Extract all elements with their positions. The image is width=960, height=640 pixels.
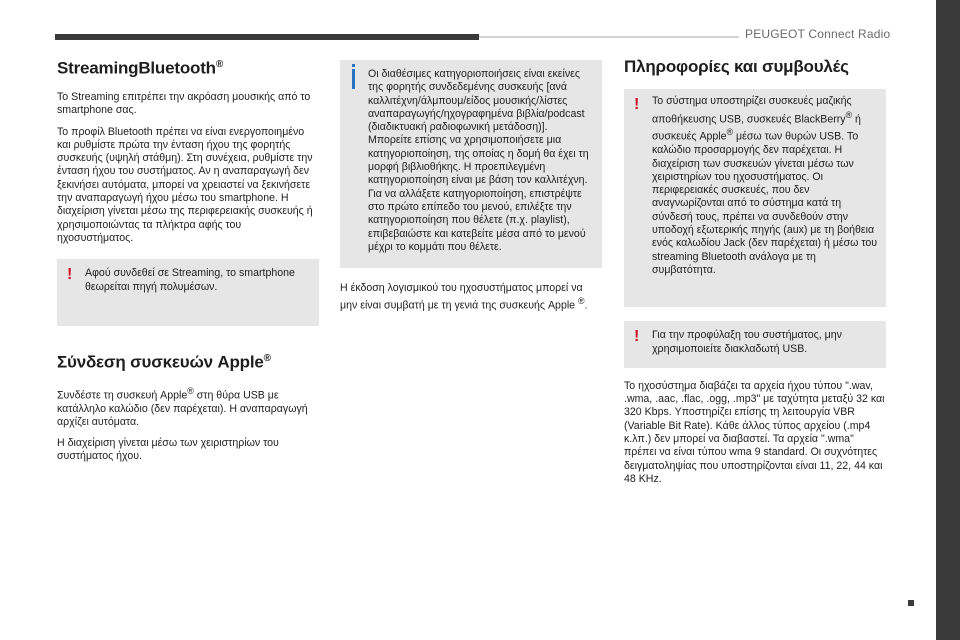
- text-part: μέσω των θυρών USB. Το καλώδιο προσαρμογής δεν παρέχεται. Η διαχείριση των συσκευών γίνεται μέσω των χειριστηρίων του ηχοσυστήματος. Οι περιφερειακές συσκευές, που δεν αναγνωρίζονται από το σύστημα κατά τη σύνδεσή τους, πρέπει να συνδεθούν στην υποδοχή εξωτερικής πηγής (aux) με τη βοήθεια ενός καλωδίου Jack (δεν παρέχεται) ή μέσω του streaming Bluetooth ανάλογα με τη συμβατότητα.: [652, 130, 878, 276]
- registered-mark: ®: [845, 109, 853, 120]
- column-categories: [340, 60, 602, 321]
- warning-text: Αφού συνδεθεί σε Streaming, το smartphone θεωρείται πηγή πολυμέσων.: [85, 267, 295, 293]
- brand-header: PEUGEOT Connect Radio: [745, 27, 891, 41]
- text-part: .: [584, 299, 588, 312]
- warning-note-devices: [624, 89, 886, 307]
- warning-note-usb-hub: [624, 321, 886, 368]
- column-info-advice: [624, 57, 886, 494]
- paragraph-apple-connect: [57, 385, 319, 429]
- paragraph-apple-control: Η διαχείριση γίνεται μέσω των χειριστηρίων του συστήματος ήχου.: [57, 437, 279, 463]
- registered-mark: ®: [726, 127, 734, 138]
- registered-mark: ®: [215, 59, 224, 70]
- paragraph-bluetooth-profile: Το προφίλ Bluetooth πρέπει να είναι ενεργοποιημένο και ρυθμίστε πρώτα την ένταση ήχου της φορητής συσκευής (υψηλή στάθμη). Στη συνέχεια, ρυθμίστε την ένταση ήχου του συστήματος. Αν η αναπαραγωγή δεν ξεκινήσει αυτόματα, μπορεί να χρειαστεί να ξεκινήσετε την αναπαραγωγή ήχου μέσω του smartphone. Η διαχείριση γίνεται μέσω της περιφερειακής συσκευής ή χρησιμοποιώντας τα πλήκτρα αφής του ηχοσυστήματος.: [57, 125, 313, 244]
- top-rule-light: [479, 36, 739, 38]
- heading-apple-connection: [57, 352, 319, 372]
- heading-text: Σύνδεση συσκευών Apple: [57, 352, 264, 372]
- info-i-icon: [352, 69, 355, 89]
- warning-exclamation-icon: !: [634, 328, 640, 346]
- registered-mark: ®: [578, 296, 585, 307]
- warning-note-streaming: [57, 259, 319, 326]
- column-streaming: [57, 58, 319, 472]
- right-sidebar-bar: [936, 0, 960, 640]
- text-part: Το σύστημα υποστηρίζει συσκευές μαζικής αποθήκευσης USB, συσκευές BlackBerry: [652, 95, 852, 126]
- top-rule-dark: [55, 34, 479, 40]
- warning-exclamation-icon: !: [67, 266, 73, 284]
- info-text: Οι διαθέσιμες κατηγοριοποιήσεις είναι εκείνες της φορητής συνδεδεμένης συσκευής [ανά καλλιτέχνη/άλμπουμ/είδος μουσικής/λίστες αναπαραγωγής/ηχογραφημένα βιβλία/podcast (διαδικτυακή ραδιοφωνική μετάδοση)]. Μπορείτε επίσης να χρησιμοποιήσετε μια κατηγοριοποίηση, της οποίας η δομή θα έχει τη μορφή βιβλιοθήκης. Η προεπιλεγμένη κατηγοριοποίηση είναι με βάση τον καλλιτέχνη. Για να αλλάξετε κατηγοριοποίηση, επιστρέψτε στο πρώτο επίπεδο του μενού, επιλέξτε την κατηγοριοποίηση που θέλετε (π.χ. playlist), επιβεβαιώστε και κατεβείτε μέσα από το μενού μέχρι το κομμάτι που θέλετε.: [368, 68, 589, 253]
- heading-streaming-bluetooth: [57, 58, 319, 78]
- paragraph-software-compat: [340, 282, 602, 313]
- paragraph-streaming-intro: Το Streaming επιτρέπει την ακρόαση μουσικής από το smartphone σας.: [57, 90, 311, 117]
- text-part: ή συσκευές Apple: [652, 113, 861, 143]
- warning-exclamation-icon: !: [634, 96, 640, 114]
- text-part: Συνδέστε τη συσκευή Apple: [57, 389, 188, 402]
- paragraph-audio-formats: Το ηχοσύστημα διαβάζει τα αρχεία ήχου τύπου ".wav, .wma, .aac, .flac, .ogg, .mp3" με ταχύτητα μεταξύ 32 και 320 Kbps. Υποστηρίζει επίσης τη λειτουργία VBR (Variable Bit Rate). Κάθε άλλος τύπος αρχείου (.mp4 κ.λπ.) δεν μπορεί να διαβαστεί. Τα αρχεία ".wma" πρέπει να είναι τύπου wma 9 standard. Οι συχνότητες δειγματοληψίας που υποστηρίζονται είναι 11, 22, 44 και 48 KHz.: [624, 379, 885, 485]
- text-part: Η έκδοση λογισμικού του ηχοσυστήματος μπορεί να μην είναι συμβατή με τη γενιά της συσκευής Apple: [340, 282, 583, 312]
- registered-mark: ®: [263, 352, 271, 364]
- warning-text: Για την προφύλαξη του συστήματος, μην χρησιμοποιείτε διακλαδωτή USB.: [652, 329, 842, 355]
- heading-info-advice: Πληροφορίες και συμβουλές: [624, 57, 849, 76]
- info-note-categories: [340, 60, 602, 268]
- text-part: στη θύρα USB με κατάλληλο καλώδιο (δεν παρέχεται). Η αναπαραγωγή αρχίζει αυτόματα.: [57, 389, 308, 428]
- page-marker: [908, 600, 914, 606]
- registered-mark: ®: [187, 385, 194, 396]
- heading-text: StreamingBluetooth: [57, 58, 216, 78]
